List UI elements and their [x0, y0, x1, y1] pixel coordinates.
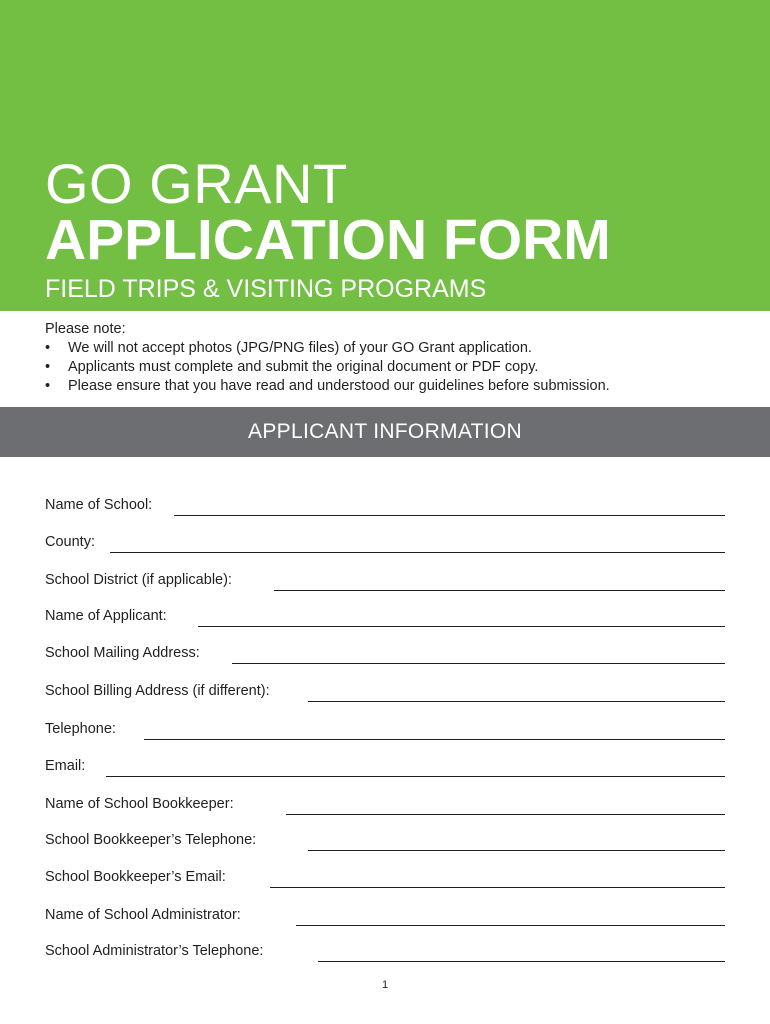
- bullet-icon: •: [45, 378, 51, 394]
- school-bookkeeper-email-input-line[interactable]: [270, 887, 725, 888]
- subtitle: FIELD TRIPS & VISITING PROGRAMS: [45, 275, 487, 303]
- name-of-school-bookkeeper-input-line[interactable]: [286, 814, 725, 815]
- school-mailing-address-input-line[interactable]: [232, 663, 725, 664]
- field-label: School Billing Address (if different):: [45, 683, 270, 699]
- note-item: [45, 339, 610, 358]
- field-label: Name of Applicant:: [45, 608, 167, 624]
- school-bookkeeper-telephone-field: [45, 827, 725, 851]
- name-of-school-field: [45, 492, 725, 516]
- field-label: Telephone:: [45, 721, 116, 737]
- name-of-school-administrator-input-line[interactable]: [296, 925, 725, 926]
- note-text: We will not accept photos (JPG/PNG files) of your GO Grant application.: [68, 340, 532, 356]
- section-title: APPLICANT INFORMATION: [248, 420, 522, 443]
- note-text: Please ensure that you have read and understood our guidelines before submission.: [68, 378, 610, 394]
- field-label: School Administrator’s Telephone:: [45, 943, 264, 959]
- note-item: [45, 358, 610, 377]
- field-label: County:: [45, 534, 95, 550]
- header-banner: [0, 0, 770, 311]
- notes-list: [45, 339, 610, 396]
- email-field: [45, 753, 725, 777]
- county-field: [45, 529, 725, 553]
- telephone-input-line[interactable]: [144, 739, 725, 740]
- section-bar-applicant-information: [0, 407, 770, 457]
- field-label: School Bookkeeper’s Telephone:: [45, 832, 257, 848]
- title-line-1: GO GRANT: [45, 152, 348, 215]
- notes-heading: Please note:: [45, 321, 126, 337]
- name-of-applicant-field: [45, 603, 725, 627]
- notes-block: [45, 320, 610, 396]
- note-text: Applicants must complete and submit the original document or PDF copy.: [68, 359, 539, 375]
- page-number: 1: [381, 979, 389, 991]
- field-label: School Mailing Address:: [45, 645, 200, 661]
- bullet-icon: •: [45, 359, 51, 375]
- name-of-school-input-line[interactable]: [174, 515, 725, 516]
- field-label: Name of School Bookkeeper:: [45, 796, 234, 812]
- school-billing-address-field: [45, 678, 725, 702]
- name-of-applicant-input-line[interactable]: [198, 626, 725, 627]
- school-billing-address-input-line[interactable]: [308, 701, 725, 702]
- school-administrator-telephone-input-line[interactable]: [318, 961, 725, 962]
- school-mailing-address-field: [45, 640, 725, 664]
- school-administrator-telephone-field: [45, 938, 725, 962]
- school-district-input-line[interactable]: [274, 590, 725, 591]
- note-item: [45, 377, 610, 396]
- title-line-2: APPLICATION FORM: [45, 208, 611, 272]
- telephone-field: [45, 716, 725, 740]
- school-bookkeeper-telephone-input-line[interactable]: [308, 850, 725, 851]
- name-of-school-administrator-field: [45, 902, 725, 926]
- field-label: Name of School:: [45, 497, 153, 513]
- school-district-field: [45, 567, 725, 591]
- county-input-line[interactable]: [110, 552, 725, 553]
- email-input-line[interactable]: [106, 776, 725, 777]
- field-label: School District (if applicable):: [45, 572, 232, 588]
- field-label: School Bookkeeper’s Email:: [45, 869, 226, 885]
- school-bookkeeper-email-field: [45, 864, 725, 888]
- field-label: Name of School Administrator:: [45, 907, 241, 923]
- field-label: Email:: [45, 758, 86, 774]
- name-of-school-bookkeeper-field: [45, 791, 725, 815]
- bullet-icon: •: [45, 340, 51, 356]
